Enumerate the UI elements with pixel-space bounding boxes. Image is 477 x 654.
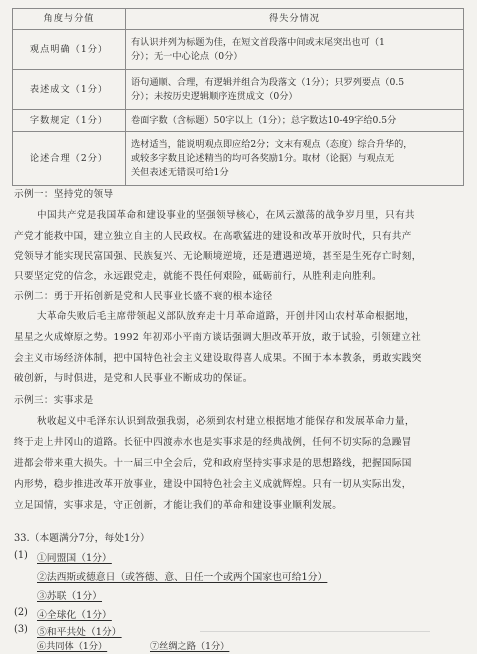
answer-item: ③苏联（1分） (37, 591, 103, 602)
row-criterion: 字数规定（1分） (13, 110, 126, 132)
example-heading: 示例二：勇于开拓创新是党和人民事业长盛不衰的根本途径 (14, 291, 273, 302)
table-header-row (13, 9, 464, 30)
row-detail (126, 30, 464, 70)
example-text-line: 立足国情，实事求是，守正创新，才能让我们的革命和建设事业顺利发展。 (14, 500, 343, 511)
row-detail (126, 70, 464, 110)
detail-line: 语句通顺、合理，有逻辑并组合为段落文（1分）；只罗列要点（0.5 (131, 76, 405, 88)
table-row (13, 132, 464, 186)
table-row (13, 70, 464, 110)
scoring-rubric-table (12, 8, 464, 186)
example-heading: 示例一：坚持党的领导 (14, 189, 114, 200)
answer-item: ②法西斯或德意日（或答德、意、日任一个或两个国家也可给1分） (37, 572, 328, 583)
row-criterion: 论述合理（2分） (13, 132, 126, 186)
faint-answer-line (200, 631, 430, 632)
answer-item: ⑦丝绸之路（1分） (150, 641, 230, 652)
example-text-line: 只要坚定党的信念，永远跟党走，就能不畏任何艰险，砥砺前行，从胜利走向胜利。 (14, 271, 382, 282)
example-text-line: 终于走上井冈山的道路。长征中四渡赤水也是实事求是的经典战例，任何不切实际的急躁冒 (14, 437, 412, 448)
detail-line: 或较多字数且论述精当的均可各奖励1分。取材（论据）与观点无 (131, 152, 395, 164)
table-row (13, 110, 464, 132)
answer-item: ④全球化（1分） (37, 610, 112, 621)
example-text-line: 星星之火成燎原之势。1992 年初邓小平南方谈话强调大胆改革开放，敢于试验，引领建立社 (14, 332, 422, 343)
answer-prefix: (2) (14, 607, 28, 618)
row-detail (126, 110, 464, 132)
row-criterion: 观点明确（1分） (13, 30, 126, 70)
example-heading: 示例三：实事求是 (14, 395, 94, 406)
detail-line: 选材适当，能说明观点即应给2分；文末有观点（态度）综合升华的， (131, 138, 413, 150)
answer-item: ⑤和平共处（1分） (37, 627, 122, 638)
example-text-line: 破创新，与时俱进，是党和人民事业不断成功的保证。 (14, 373, 253, 384)
answer-item: ①同盟国（1分） (37, 553, 112, 564)
example-text-line: 会主义市场经济体制，把中国特色社会主义建设取得喜人成果。不囿于本本教条，勇敢实践突 (14, 353, 422, 364)
example-text-line: 大革命失败后毛主席带领起义部队放弃走十月革命道路，开创井冈山农村革命根据地， (37, 311, 415, 322)
row-criterion: 表述成文（1分） (13, 70, 126, 110)
detail-line: 分）；无一中心论点（0分） (131, 50, 243, 62)
example-text-line: 进都会带来重大损失。十一届三中全会后，党和政府坚持实事求是的思想路线，把握国际国 (14, 458, 412, 469)
example-text-line: 党领导才能实现民富国强、民族复兴、无论顺境逆境，还是遭遇逆境，甚至是生死存亡时刻， (14, 251, 422, 262)
detail-line: 关但表述无错误可给1分 (131, 166, 229, 178)
example-text-line: 中国共产党是我国革命和建设事业的坚强领导核心，在风云激荡的战争岁月里，只有共 (37, 210, 415, 221)
example-text-line: 内形势，稳步推进改革开放事业，建设中国特色社会主义成就辉煌。只有一切从实际出发， (14, 479, 412, 490)
detail-line: 分）；未按历史逻辑顺序连贯成文（0分） (131, 90, 298, 102)
example-text-line: 产党才能救中国，建立独立自主的人民政权。在高歌猛进的建设和改革开放时代，只有共产 (14, 231, 412, 242)
detail-line: 有认识并列为标题为佳，在短文首段落中间或末尾突出也可（1 (131, 36, 385, 48)
answer-item: ⑥共同体（1分） (37, 641, 108, 652)
answer-prefix: (1) (14, 550, 28, 561)
detail-line: 卷面字数（含标题）50字以上（1分）；总字数达10-49字给0.5分 (131, 114, 397, 126)
example-text-line: 秋收起义中毛泽东认识到敌强我弱，必须到农村建立根据地才能保存和发展革命力量， (37, 416, 415, 427)
table-row (13, 30, 464, 70)
header-criterion: 角度与分值 (13, 9, 126, 30)
question-33-title: 33.（本题满分7分，每处1分） (14, 533, 150, 544)
answer-prefix: (3) (14, 624, 28, 635)
header-scoring: 得失分情况 (126, 9, 464, 30)
row-detail (126, 132, 464, 186)
